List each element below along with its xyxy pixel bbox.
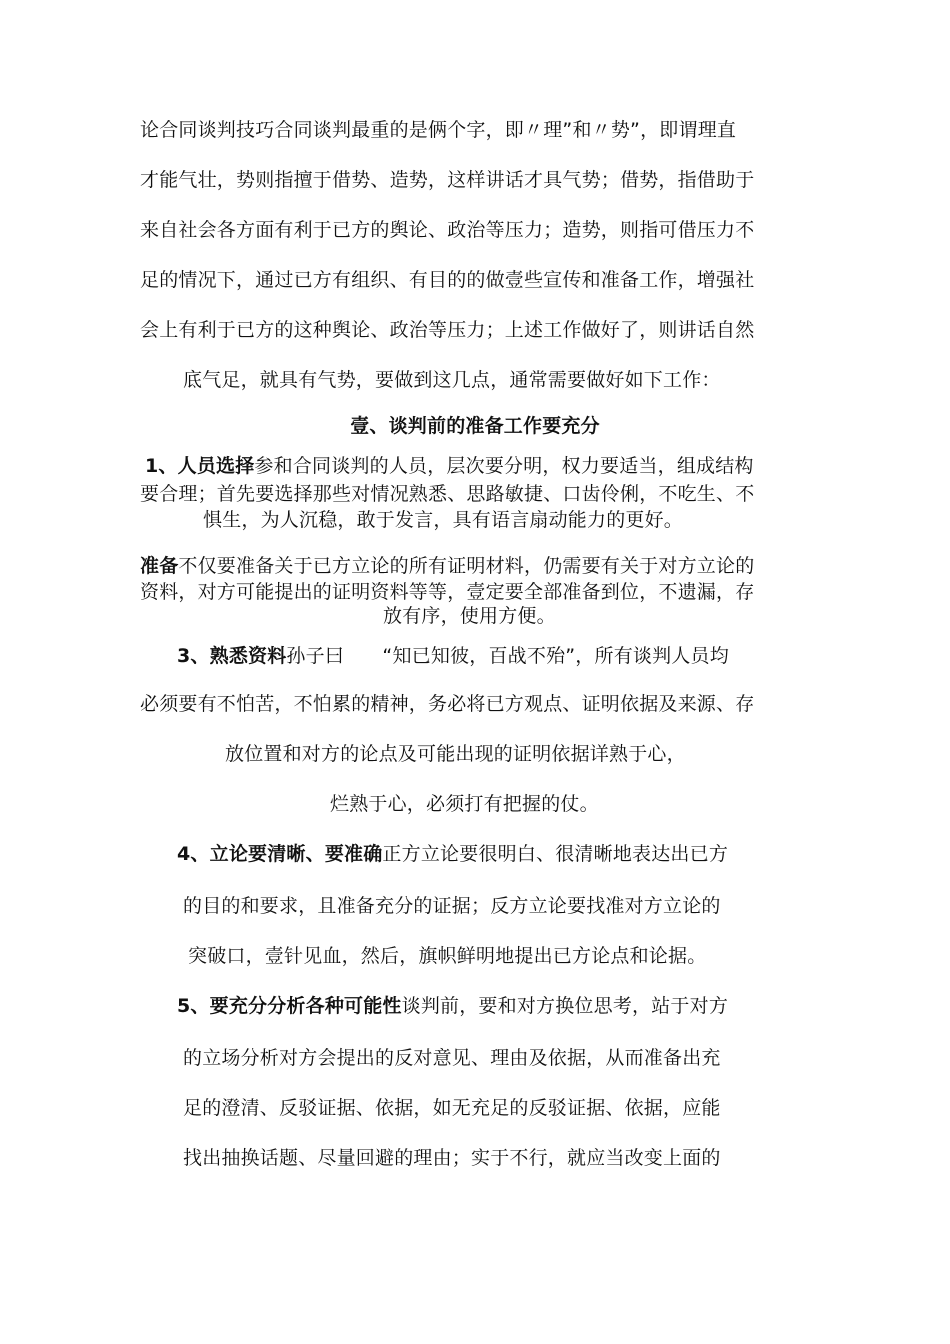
- intro-line-4: 足的情况下，通过已方有组织、有目的的做壹些宣传和准备工作，增强社: [140, 269, 755, 291]
- s3-title: 3、熟悉资料: [177, 645, 287, 667]
- s3-text-1: 孙子曰 “知已知彼，百战不殆”，所有谈判人员均: [286, 645, 729, 667]
- s1-title: 1、人员选择: [145, 455, 255, 477]
- s5-line-2: 的立场分析对方会提出的反对意见、理由及依据，从而准备出充: [183, 1047, 721, 1069]
- s2-line-2: 资料，对方可能提出的证明资料等等，壹定要全部准备到位，不遗漏，存: [140, 581, 755, 603]
- s3-line-4: 烂熟于心，必须打有把握的仗。: [330, 793, 599, 815]
- s1-line-1: [145, 454, 754, 478]
- s2-line-3: 放有序，使用方便。: [383, 605, 556, 627]
- s2-line-1: [140, 554, 754, 578]
- s3-line-1: [177, 644, 729, 668]
- s4-line-2: 的目的和要求，且准备充分的证据；反方立论要找准对方立论的: [183, 895, 721, 917]
- s5-line-3: 足的澄清、反驳证据、依据，如无充足的反驳证据、依据，应能: [183, 1097, 721, 1119]
- s5-line-4: 找出抽换话题、尽量回避的理由；实于不行，就应当改变上面的: [183, 1147, 721, 1169]
- s4-line-3: 突破口，壹针见血，然后，旗帜鲜明地提出已方论点和论据。: [188, 945, 707, 967]
- s2-title: 准备: [140, 555, 179, 577]
- s5-text-1: 谈判前，要和对方换位思考，站于对方: [401, 995, 729, 1017]
- s3-line-3: 放位置和对方的论点及可能出现的证明依据详熟于心，: [225, 743, 686, 765]
- intro-line-2: 才能气壮，势则指擅于借势、造势，这样讲话才具气势；借势，指借助于: [140, 169, 755, 191]
- intro-line-5: 会上有利于已方的这种舆论、政治等压力；上述工作做好了，则讲话自然: [140, 319, 755, 341]
- s5-title: 5、要充分分析各种可能性: [177, 995, 402, 1017]
- s5-line-1: [177, 994, 728, 1018]
- intro-line-3: 来自社会各方面有利于已方的舆论、政治等压力；造势，则指可借压力不: [140, 219, 755, 241]
- s4-title: 4、立论要清晰、要准确: [177, 843, 383, 865]
- s3-line-2: 必须要有不怕苦，不怕累的精神，务必将已方观点、证明依据及来源、存: [140, 693, 755, 715]
- section-heading: 壹、谈判前的准备工作要充分: [350, 415, 600, 437]
- s1-text-1: 参和合同谈判的人员，层次要分明，权力要适当，组成结构: [254, 455, 754, 477]
- intro-line-1: 论合同谈判技巧合同谈判最重的是俩个字，即〃理”和〃势”，即谓理直: [140, 119, 737, 141]
- s4-text-1: 正方立论要很明白、很清晰地表达出已方: [382, 843, 729, 865]
- intro-line-6: 底气足，就具有气势，要做到这几点，通常需要做好如下工作：: [183, 369, 721, 391]
- s2-text-1: 不仅要准备关于已方立论的所有证明材料，仍需要有关于对方立论的: [178, 555, 755, 577]
- s4-line-1: [177, 842, 728, 866]
- s1-line-3: 惧生，为人沉稳，敢于发言，具有语言扇动能力的更好。: [203, 509, 684, 531]
- s1-line-2: 要合理；首先要选择那些对情况熟悉、思路敏捷、口齿伶俐，不吃生、不: [140, 483, 755, 505]
